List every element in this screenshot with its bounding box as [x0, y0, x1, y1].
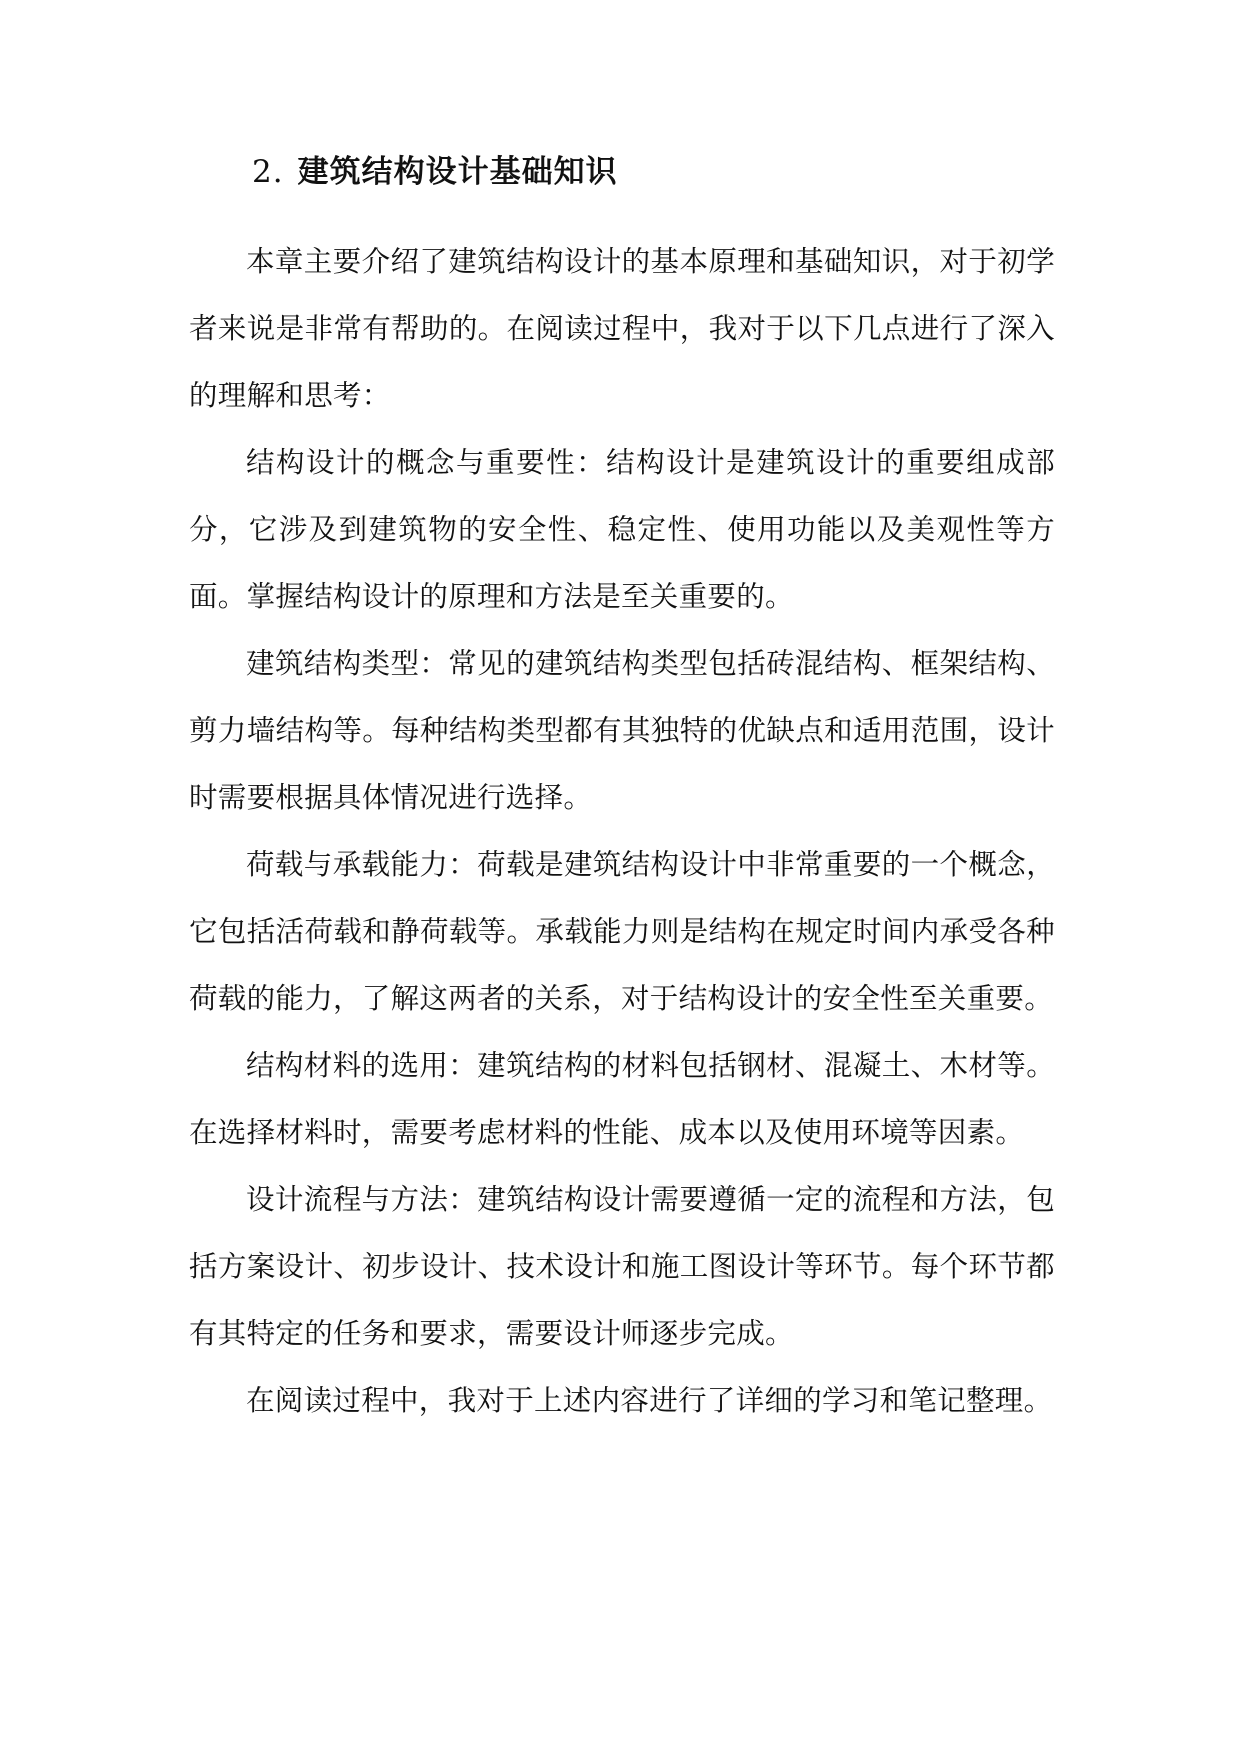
paragraph-materials: 结构材料的选用：建筑结构的材料包括钢材、混凝土、木材等。在选择材料时，需要考虑材料的性能、成本以及使用环境等因素。: [189, 1049, 1055, 1149]
paragraph-intro: 本章主要介绍了建筑结构设计的基本原理和基础知识，对于初学者来说是非常有帮助的。在阅读过程中，我对于以下几点进行了深入的理解和思考：: [189, 245, 1055, 412]
paragraph-loads-capacity: 荷载与承载能力：荷载是建筑结构设计中非常重要的一个概念，它包括活荷载和静荷载等。承载能力则是结构在规定时间内承受各种荷载的能力，了解这两者的关系，对于结构设计的安全性至关重要。: [189, 848, 1055, 1015]
section-heading: [252, 148, 618, 196]
paragraph-conclusion: 在阅读过程中，我对于上述内容进行了详细的学习和笔记整理。: [246, 1384, 1053, 1417]
section-body: [189, 228, 1055, 1434]
section-title: 建筑结构设计基础知识: [297, 154, 618, 190]
paragraph-structure-types: 建筑结构类型：常见的建筑结构类型包括砖混结构、框架结构、剪力墙结构等。每种结构类型都有其独特的优缺点和适用范围，设计时需要根据具体情况进行选择。: [189, 647, 1055, 814]
paragraph-design-concept: 结构设计的概念与重要性：结构设计是建筑设计的重要组成部分，它涉及到建筑物的安全性、稳定性、使用功能以及美观性等方面。掌握结构设计的原理和方法是至关重要的。: [189, 446, 1055, 613]
paragraph-design-process: 设计流程与方法：建筑结构设计需要遵循一定的流程和方法，包括方案设计、初步设计、技术设计和施工图设计等环节。每个环节都有其特定的任务和要求，需要设计师逐步完成。: [189, 1183, 1055, 1350]
section-number: 2.: [252, 154, 284, 190]
